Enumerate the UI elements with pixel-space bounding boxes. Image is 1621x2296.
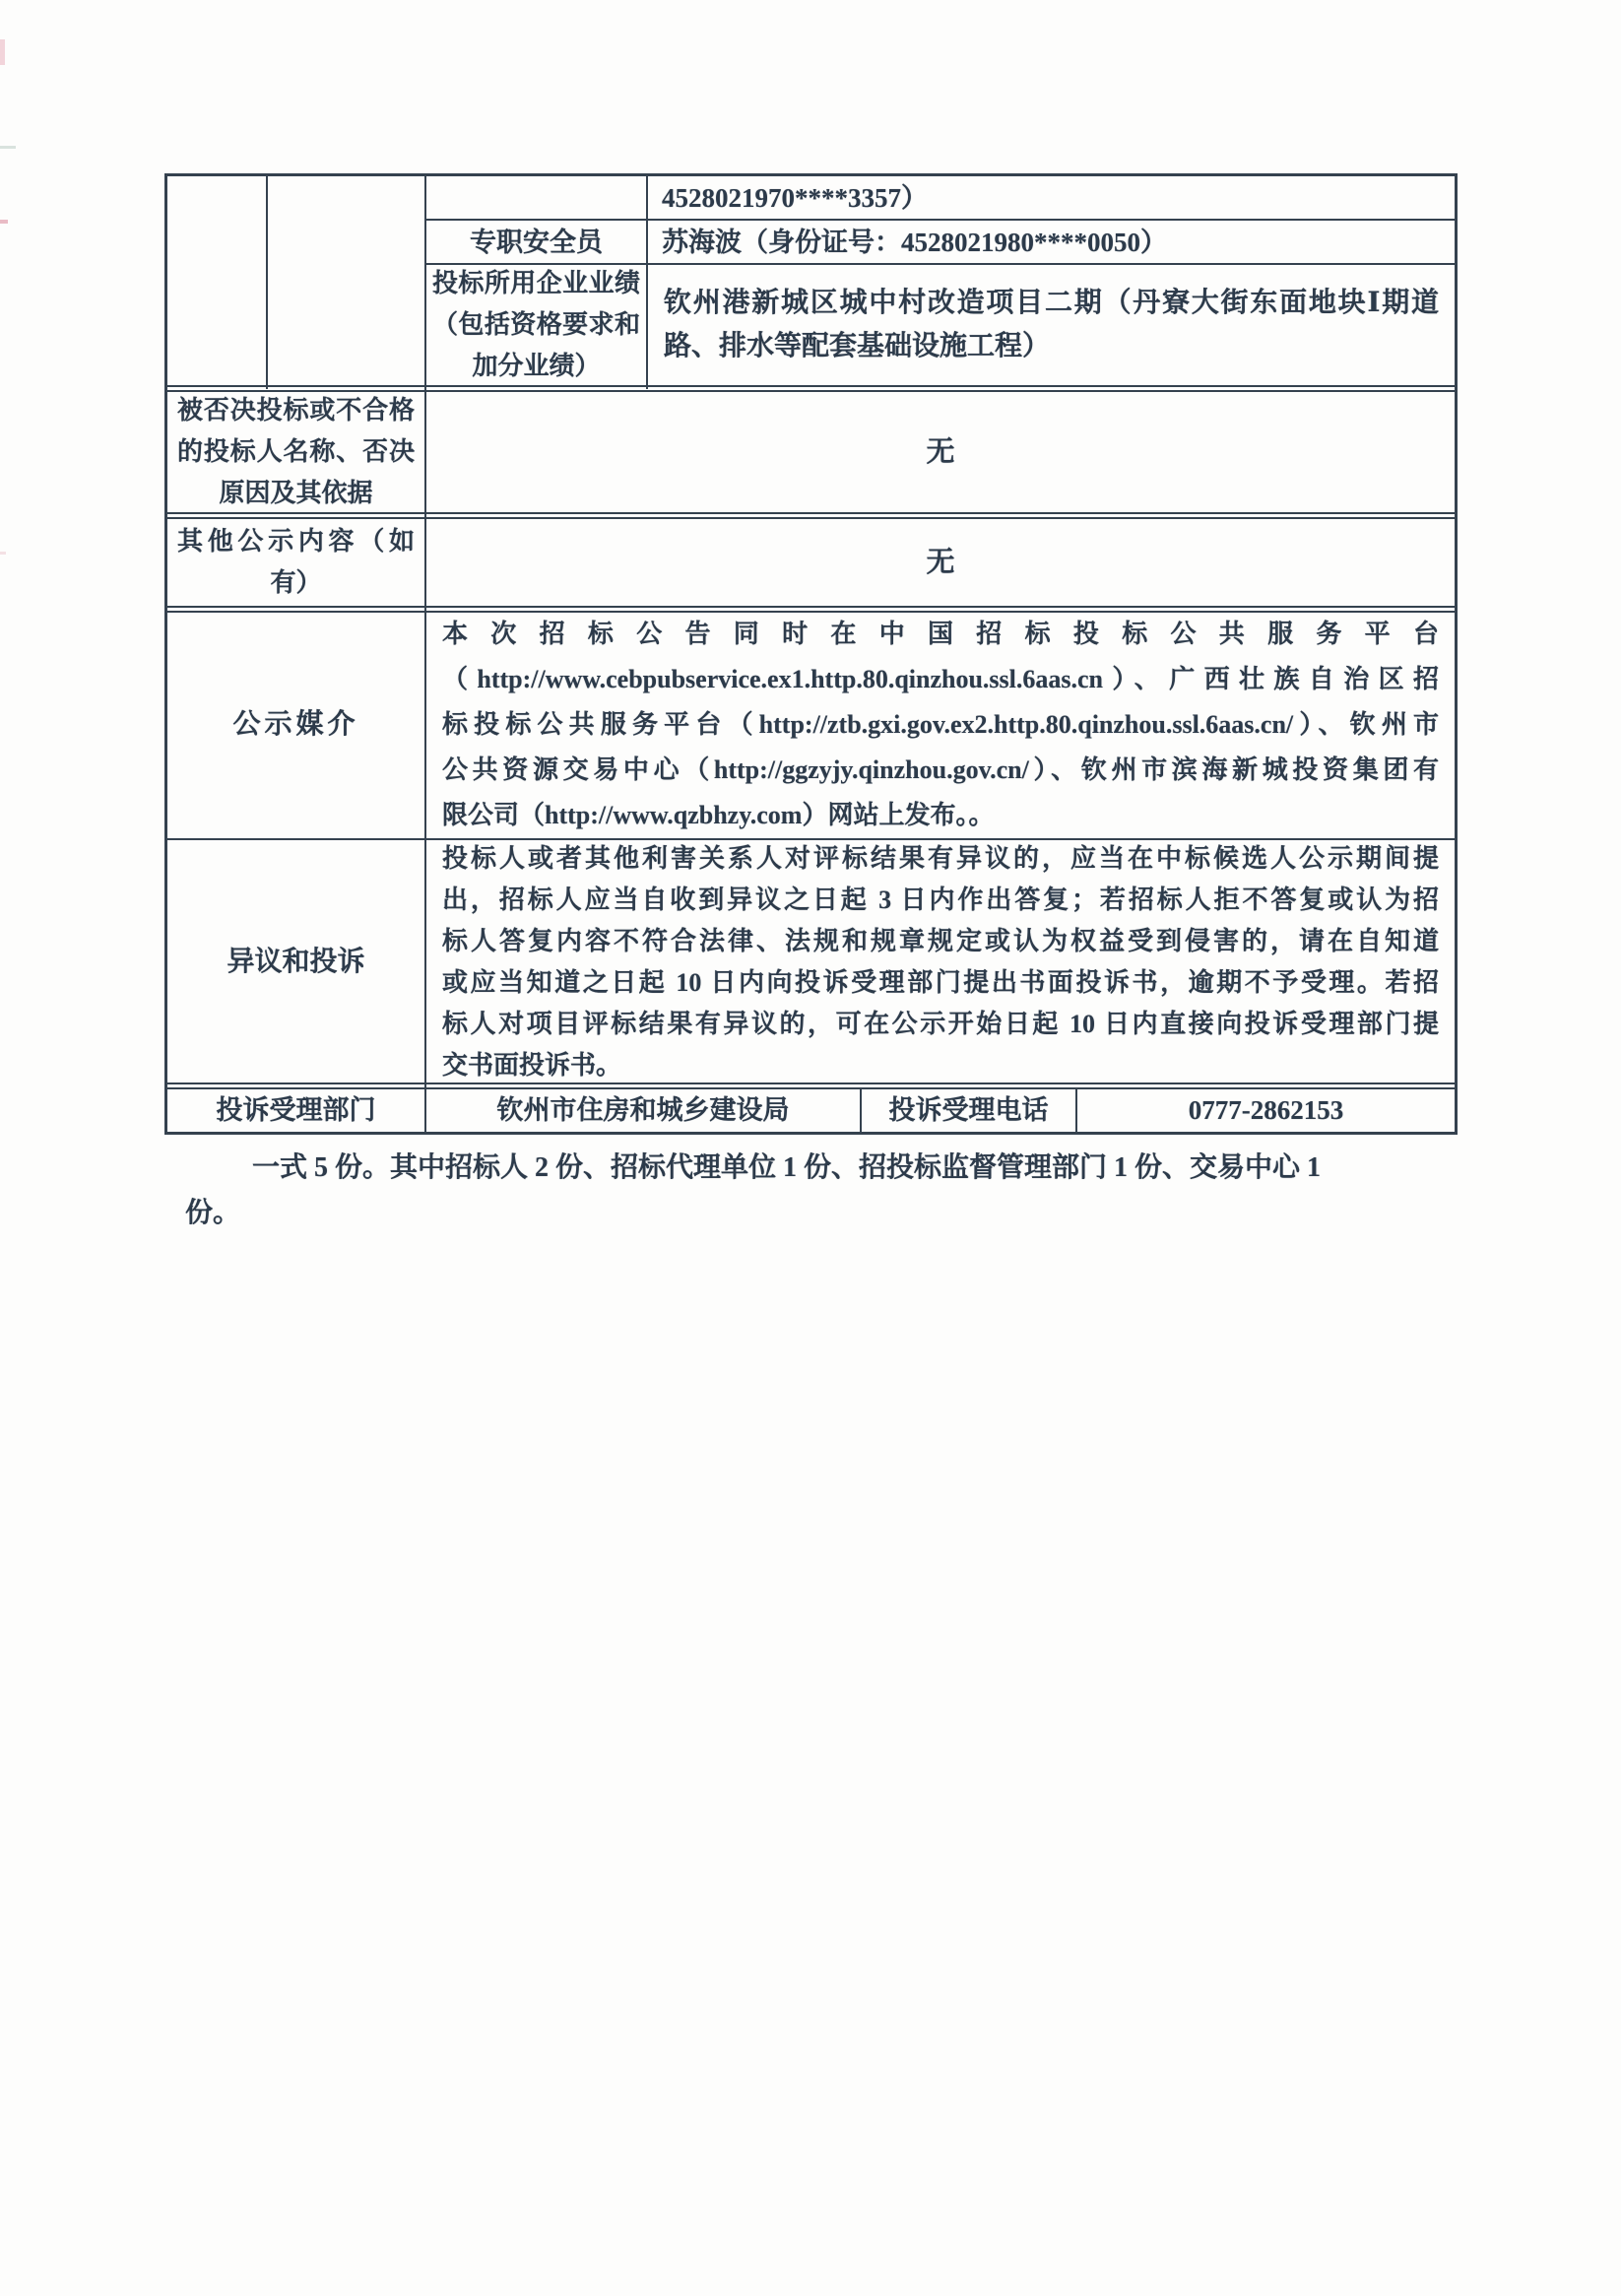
label-line: 被否决投标或不合格 (177, 395, 415, 425)
media-line: （http://www.cebpubservice.ex1.http.80.qinzhou.ssl.6aas.cn）、广西壮族自治区招 (442, 665, 1439, 693)
label-line: 有） (270, 567, 322, 597)
safety-officer-value: 苏海波（身份证号：4528021980****0050） (662, 227, 1167, 257)
label-line: 投标所用企业业绩 (432, 269, 640, 297)
value-line: 路、排水等配套基础设施工程） (664, 331, 1051, 361)
scan-artifact (0, 220, 8, 224)
complaint-phone-label-cell (862, 1087, 1075, 1132)
objection-value-cell (426, 842, 1455, 1082)
safety-officer-label-cell (426, 221, 646, 263)
enterprise-performance-value-cell (648, 265, 1455, 385)
objection-line: 投标人或者其他利害关系人对评标结果有异议的，应当在中标候选人公示期间提 (442, 844, 1439, 873)
other-content-value-cell (426, 518, 1455, 606)
media-line: 本次招标公告同时在中国招标投标公共服务平台 (442, 620, 1439, 648)
media-line: 标投标公共服务平台（http://ztb.gxi.gov.ex2.http.80.qinzhou.ssl.6aas.cn/）、钦州市 (442, 710, 1439, 739)
media-value-cell (426, 612, 1455, 838)
value-line: 钦州港新城区城中村改造项目二期（丹寮大街东面地块Ⅰ期道 (664, 288, 1439, 318)
complaint-phone-label: 投诉受理电话 (888, 1094, 1049, 1125)
complaint-dept-label-cell (167, 1087, 424, 1132)
media-label-cell (167, 612, 424, 838)
media-line: 限公司（http://www.qzbhzy.com）网站上发布。。 (442, 801, 995, 829)
rejected-bidders-value-cell (426, 391, 1455, 512)
complaint-phone-number: 0777-2862153 (1188, 1094, 1344, 1125)
objection-line: 标人对项目评标结果有异议的，可在公示开始日起 10 日内直接向投诉受理部门提 (442, 1010, 1439, 1038)
none-value: 无 (926, 546, 955, 578)
complaint-dept-label: 投诉受理部门 (216, 1094, 376, 1125)
media-line: 公共资源交易中心（http://ggzyjy.qinzhou.gov.cn/）、钦州市滨海新城投资集团有 (442, 755, 1439, 784)
safety-officer-label: 专职安全员 (470, 227, 603, 257)
continuation-empty-cell-1 (167, 176, 266, 385)
objection-line: 或应当知道之日起 10 日内向投诉受理部门提出书面投诉书，逾期不予受理。若招 (442, 968, 1439, 997)
copies-note-line-1: 一式 5 份。其中招标人 2 份、招标代理单位 1 份、招投标监督管理部门 1 份、交易中心 1 (252, 1152, 1322, 1183)
scan-artifact (0, 146, 16, 149)
none-value: 无 (926, 435, 955, 468)
objection-line: 出，招标人应当自收到异议之日起 3 日内作出答复；若招标人拒不答复或认为招 (442, 886, 1439, 914)
scan-artifact (0, 39, 5, 65)
label-line: 原因及其依据 (219, 478, 373, 507)
empty-label-cell (426, 176, 646, 219)
label-line: 加分业绩） (472, 352, 601, 380)
label-line: （包括资格要求和 (432, 310, 640, 339)
complaint-dept-value: 钦州市住房和城乡建设局 (496, 1094, 790, 1125)
label-line: 其他公示内容（如 (177, 526, 415, 556)
objection-label-cell (167, 842, 424, 1082)
safety-officer-value-cell (648, 221, 1455, 263)
enterprise-performance-label-cell (426, 265, 646, 385)
copies-note-line-2: 份。 (185, 1198, 241, 1228)
id-number-continuation-text: 4528021970****3357） (662, 182, 928, 213)
id-number-continuation-cell (648, 176, 1455, 219)
complaint-phone-value-cell (1077, 1087, 1455, 1132)
scan-artifact (0, 552, 6, 555)
other-content-label-cell (167, 518, 424, 606)
label-line: 的投标人名称、否决 (177, 436, 415, 466)
objection-line: 交书面投诉书。 (442, 1051, 622, 1080)
complaint-dept-value-cell (426, 1087, 860, 1132)
media-label: 公示媒介 (232, 709, 359, 740)
objection-label: 异议和投诉 (227, 947, 365, 977)
rejected-bidders-label-cell (167, 391, 424, 512)
continuation-empty-cell-2 (268, 176, 424, 385)
objection-line: 标人答复内容不符合法律、法规和规章规定或认为权益受到侵害的，请在自知道 (442, 927, 1439, 955)
bid-result-announcement-table (164, 173, 1458, 1135)
